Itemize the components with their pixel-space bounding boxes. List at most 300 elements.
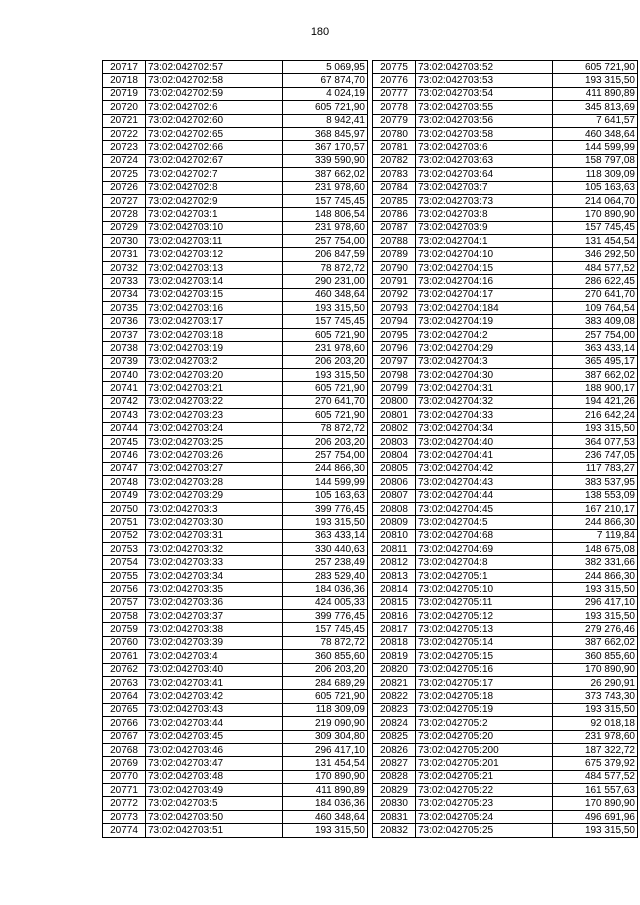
table-row — [373, 395, 638, 408]
table-row — [373, 114, 638, 127]
value-cell: 270 641,70 — [553, 288, 638, 301]
cadastral-number-cell: 73:02:042703:7 — [416, 181, 553, 194]
cadastral-number-cell: 73:02:042703:32 — [146, 543, 283, 556]
cadastral-number-cell: 73:02:042705:18 — [416, 690, 553, 703]
table-row — [373, 61, 638, 74]
row-number-cell: 20828 — [373, 770, 416, 783]
left-register-table — [102, 60, 368, 838]
table-row — [103, 770, 368, 783]
value-cell: 231 978,60 — [553, 730, 638, 743]
value-cell: 193 315,50 — [553, 422, 638, 435]
row-number-cell: 20818 — [373, 636, 416, 649]
table-row — [373, 275, 638, 288]
table-row — [103, 368, 368, 381]
value-cell: 193 315,50 — [553, 74, 638, 87]
table-row — [103, 261, 368, 274]
value-cell: 194 421,26 — [553, 395, 638, 408]
table-row — [103, 516, 368, 529]
row-number-cell: 20781 — [373, 141, 416, 154]
table-row — [103, 650, 368, 663]
cadastral-number-cell: 73:02:042704:68 — [416, 529, 553, 542]
cadastral-number-cell: 73:02:042703:46 — [146, 743, 283, 756]
cadastral-number-cell: 73:02:042704:42 — [416, 462, 553, 475]
table-row — [373, 462, 638, 475]
cadastral-number-cell: 73:02:042703:28 — [146, 476, 283, 489]
value-cell: 364 077,53 — [553, 435, 638, 448]
value-cell: 290 231,00 — [283, 275, 368, 288]
cadastral-number-cell: 73:02:042703:17 — [146, 315, 283, 328]
table-row — [373, 221, 638, 234]
value-cell: 109 764,54 — [553, 302, 638, 315]
row-number-cell: 20825 — [373, 730, 416, 743]
cadastral-number-cell: 73:02:042704:40 — [416, 435, 553, 448]
table-row — [373, 288, 638, 301]
table-row — [103, 208, 368, 221]
cadastral-number-cell: 73:02:042703:54 — [416, 87, 553, 100]
table-row — [103, 248, 368, 261]
value-cell: 368 845,97 — [283, 127, 368, 140]
table-row — [373, 261, 638, 274]
value-cell: 411 890,89 — [553, 87, 638, 100]
table-row — [103, 87, 368, 100]
cadastral-number-cell: 73:02:042704:44 — [416, 489, 553, 502]
value-cell: 105 163,63 — [283, 489, 368, 502]
table-row — [373, 810, 638, 823]
value-cell: 496 691,96 — [553, 810, 638, 823]
cadastral-number-cell: 73:02:042703:52 — [416, 61, 553, 74]
table-row — [373, 730, 638, 743]
row-number-cell: 20760 — [103, 636, 146, 649]
cadastral-number-cell: 73:02:042703:10 — [146, 221, 283, 234]
table-row — [373, 74, 638, 87]
row-number-cell: 20773 — [103, 810, 146, 823]
cadastral-number-cell: 73:02:042704:3 — [416, 355, 553, 368]
row-number-cell: 20751 — [103, 516, 146, 529]
row-number-cell: 20735 — [103, 302, 146, 315]
row-number-cell: 20746 — [103, 449, 146, 462]
cadastral-number-cell: 73:02:042705:10 — [416, 583, 553, 596]
cadastral-number-cell: 73:02:042703:35 — [146, 583, 283, 596]
row-number-cell: 20794 — [373, 315, 416, 328]
cadastral-number-cell: 73:02:042702:6 — [146, 101, 283, 114]
cadastral-number-cell: 73:02:042703:21 — [146, 382, 283, 395]
table-row — [103, 74, 368, 87]
row-number-cell: 20724 — [103, 154, 146, 167]
value-cell: 360 855,60 — [283, 650, 368, 663]
table-row — [373, 569, 638, 582]
row-number-cell: 20830 — [373, 797, 416, 810]
row-number-cell: 20729 — [103, 221, 146, 234]
table-row — [373, 168, 638, 181]
table-row — [373, 302, 638, 315]
row-number-cell: 20786 — [373, 208, 416, 221]
row-number-cell: 20757 — [103, 596, 146, 609]
value-cell: 365 495,17 — [553, 355, 638, 368]
cadastral-number-cell: 73:02:042703:26 — [146, 449, 283, 462]
value-cell: 257 238,49 — [283, 556, 368, 569]
value-cell: 158 797,08 — [553, 154, 638, 167]
row-number-cell: 20815 — [373, 596, 416, 609]
cadastral-number-cell: 73:02:042705:1 — [416, 569, 553, 582]
value-cell: 231 978,60 — [283, 342, 368, 355]
value-cell: 157 745,45 — [283, 194, 368, 207]
value-cell: 399 776,45 — [283, 502, 368, 515]
row-number-cell: 20796 — [373, 342, 416, 355]
cadastral-number-cell: 73:02:042703:41 — [146, 676, 283, 689]
right-register-table — [372, 60, 638, 838]
value-cell: 138 553,09 — [553, 489, 638, 502]
row-number-cell: 20780 — [373, 127, 416, 140]
cadastral-number-cell: 73:02:042703:33 — [146, 556, 283, 569]
row-number-cell: 20772 — [103, 797, 146, 810]
table-row — [373, 516, 638, 529]
value-cell: 363 433,14 — [553, 342, 638, 355]
table-row — [373, 355, 638, 368]
value-cell: 363 433,14 — [283, 529, 368, 542]
row-number-cell: 20795 — [373, 328, 416, 341]
value-cell: 296 417,10 — [553, 596, 638, 609]
table-row — [373, 757, 638, 770]
value-cell: 387 662,02 — [553, 368, 638, 381]
cadastral-number-cell: 73:02:042705:13 — [416, 623, 553, 636]
row-number-cell: 20750 — [103, 502, 146, 515]
row-number-cell: 20831 — [373, 810, 416, 823]
row-number-cell: 20814 — [373, 583, 416, 596]
row-number-cell: 20739 — [103, 355, 146, 368]
row-number-cell: 20734 — [103, 288, 146, 301]
cadastral-number-cell: 73:02:042705:12 — [416, 610, 553, 623]
row-number-cell: 20762 — [103, 663, 146, 676]
table-row — [103, 302, 368, 315]
value-cell: 383 537,95 — [553, 476, 638, 489]
value-cell: 78 872,72 — [283, 261, 368, 274]
row-number-cell: 20827 — [373, 757, 416, 770]
table-row — [373, 127, 638, 140]
value-cell: 144 599,99 — [283, 476, 368, 489]
value-cell: 5 069,95 — [283, 61, 368, 74]
row-number-cell: 20749 — [103, 489, 146, 502]
value-cell: 236 747,05 — [553, 449, 638, 462]
cadastral-number-cell: 73:02:042702:8 — [146, 181, 283, 194]
value-cell: 383 409,08 — [553, 315, 638, 328]
cadastral-number-cell: 73:02:042704:5 — [416, 516, 553, 529]
row-number-cell: 20752 — [103, 529, 146, 542]
row-number-cell: 20789 — [373, 248, 416, 261]
table-row — [103, 409, 368, 422]
cadastral-number-cell: 73:02:042703:47 — [146, 757, 283, 770]
cadastral-number-cell: 73:02:042703:4 — [146, 650, 283, 663]
value-cell: 193 315,50 — [553, 703, 638, 716]
value-cell: 605 721,90 — [553, 61, 638, 74]
row-number-cell: 20776 — [373, 74, 416, 87]
table-row — [373, 583, 638, 596]
table-row — [373, 502, 638, 515]
value-cell: 605 721,90 — [283, 328, 368, 341]
cadastral-number-cell: 73:02:042705:22 — [416, 784, 553, 797]
table-row — [103, 154, 368, 167]
table-row — [373, 824, 638, 837]
value-cell: 170 890,90 — [553, 208, 638, 221]
value-cell: 105 163,63 — [553, 181, 638, 194]
table-row — [103, 127, 368, 140]
row-number-cell: 20774 — [103, 824, 146, 837]
row-number-cell: 20769 — [103, 757, 146, 770]
table-row — [373, 101, 638, 114]
value-cell: 131 454,54 — [553, 235, 638, 248]
table-row — [373, 797, 638, 810]
value-cell: 188 900,17 — [553, 382, 638, 395]
table-row — [103, 623, 368, 636]
table-row — [103, 502, 368, 515]
table-row — [373, 623, 638, 636]
row-number-cell: 20717 — [103, 61, 146, 74]
row-number-cell: 20820 — [373, 663, 416, 676]
row-number-cell: 20736 — [103, 315, 146, 328]
cadastral-number-cell: 73:02:042704:29 — [416, 342, 553, 355]
row-number-cell: 20740 — [103, 368, 146, 381]
row-number-cell: 20797 — [373, 355, 416, 368]
cadastral-number-cell: 73:02:042702:58 — [146, 74, 283, 87]
value-cell: 7 119,84 — [553, 529, 638, 542]
row-number-cell: 20779 — [373, 114, 416, 127]
value-cell: 157 745,45 — [553, 221, 638, 234]
value-cell: 279 276,46 — [553, 623, 638, 636]
cadastral-number-cell: 73:02:042703:36 — [146, 596, 283, 609]
value-cell: 118 309,09 — [553, 168, 638, 181]
cadastral-number-cell: 73:02:042703:38 — [146, 623, 283, 636]
value-cell: 257 754,00 — [553, 328, 638, 341]
cadastral-number-cell: 73:02:042703:1 — [146, 208, 283, 221]
cadastral-number-cell: 73:02:042702:65 — [146, 127, 283, 140]
row-number-cell: 20785 — [373, 194, 416, 207]
row-number-cell: 20721 — [103, 114, 146, 127]
cadastral-number-cell: 73:02:042703:50 — [146, 810, 283, 823]
table-row — [373, 543, 638, 556]
cadastral-number-cell: 73:02:042705:19 — [416, 703, 553, 716]
row-number-cell: 20756 — [103, 583, 146, 596]
table-row — [103, 221, 368, 234]
cadastral-number-cell: 73:02:042704:8 — [416, 556, 553, 569]
row-number-cell: 20770 — [103, 770, 146, 783]
row-number-cell: 20777 — [373, 87, 416, 100]
row-number-cell: 20817 — [373, 623, 416, 636]
cadastral-number-cell: 73:02:042704:30 — [416, 368, 553, 381]
table-row — [373, 717, 638, 730]
value-cell: 286 622,45 — [553, 275, 638, 288]
table-row — [373, 476, 638, 489]
row-number-cell: 20804 — [373, 449, 416, 462]
value-cell: 330 440,63 — [283, 543, 368, 556]
value-cell: 193 315,50 — [283, 824, 368, 837]
table-row — [103, 355, 368, 368]
cadastral-number-cell: 73:02:042705:11 — [416, 596, 553, 609]
row-number-cell: 20737 — [103, 328, 146, 341]
value-cell: 257 754,00 — [283, 235, 368, 248]
table-row — [103, 288, 368, 301]
cadastral-number-cell: 73:02:042703:49 — [146, 784, 283, 797]
row-number-cell: 20791 — [373, 275, 416, 288]
table-row — [373, 676, 638, 689]
row-number-cell: 20806 — [373, 476, 416, 489]
row-number-cell: 20742 — [103, 395, 146, 408]
row-number-cell: 20784 — [373, 181, 416, 194]
table-row — [103, 395, 368, 408]
row-number-cell: 20743 — [103, 409, 146, 422]
value-cell: 257 754,00 — [283, 449, 368, 462]
cadastral-number-cell: 73:02:042703:25 — [146, 435, 283, 448]
row-number-cell: 20826 — [373, 743, 416, 756]
row-number-cell: 20790 — [373, 261, 416, 274]
value-cell: 367 170,57 — [283, 141, 368, 154]
value-cell: 118 309,09 — [283, 703, 368, 716]
table-row — [373, 194, 638, 207]
row-number-cell: 20824 — [373, 717, 416, 730]
value-cell: 605 721,90 — [283, 101, 368, 114]
row-number-cell: 20765 — [103, 703, 146, 716]
value-cell: 382 331,66 — [553, 556, 638, 569]
row-number-cell: 20799 — [373, 382, 416, 395]
row-number-cell: 20731 — [103, 248, 146, 261]
cadastral-number-cell: 73:02:042705:2 — [416, 717, 553, 730]
value-cell: 8 942,41 — [283, 114, 368, 127]
value-cell: 117 783,27 — [553, 462, 638, 475]
cadastral-number-cell: 73:02:042703:6 — [416, 141, 553, 154]
table-row — [373, 449, 638, 462]
cadastral-number-cell: 73:02:042703:31 — [146, 529, 283, 542]
cadastral-number-cell: 73:02:042703:27 — [146, 462, 283, 475]
cadastral-number-cell: 73:02:042703:53 — [416, 74, 553, 87]
cadastral-number-cell: 73:02:042704:43 — [416, 476, 553, 489]
table-row — [103, 569, 368, 582]
row-number-cell: 20758 — [103, 610, 146, 623]
table-row — [103, 435, 368, 448]
value-cell: 193 315,50 — [283, 302, 368, 315]
table-row — [373, 690, 638, 703]
table-row — [103, 690, 368, 703]
cadastral-number-cell: 73:02:042703:19 — [146, 342, 283, 355]
row-number-cell: 20763 — [103, 676, 146, 689]
value-cell: 484 577,52 — [553, 770, 638, 783]
row-number-cell: 20764 — [103, 690, 146, 703]
value-cell: 460 348,64 — [283, 288, 368, 301]
table-row — [373, 435, 638, 448]
row-number-cell: 20823 — [373, 703, 416, 716]
cadastral-number-cell: 73:02:042703:64 — [416, 168, 553, 181]
table-row — [103, 663, 368, 676]
cadastral-number-cell: 73:02:042702:66 — [146, 141, 283, 154]
value-cell: 92 018,18 — [553, 717, 638, 730]
row-number-cell: 20753 — [103, 543, 146, 556]
table-row — [103, 556, 368, 569]
row-number-cell: 20728 — [103, 208, 146, 221]
right-table-body — [373, 61, 638, 838]
table-row — [103, 462, 368, 475]
value-cell: 78 872,72 — [283, 636, 368, 649]
table-row — [103, 529, 368, 542]
cadastral-number-cell: 73:02:042705:17 — [416, 676, 553, 689]
table-row — [103, 703, 368, 716]
cadastral-number-cell: 73:02:042703:63 — [416, 154, 553, 167]
row-number-cell: 20816 — [373, 610, 416, 623]
value-cell: 4 024,19 — [283, 87, 368, 100]
table-row — [373, 87, 638, 100]
value-cell: 214 064,70 — [553, 194, 638, 207]
table-row — [103, 489, 368, 502]
value-cell: 309 304,80 — [283, 730, 368, 743]
table-row — [103, 235, 368, 248]
row-number-cell: 20775 — [373, 61, 416, 74]
cadastral-number-cell: 73:02:042702:7 — [146, 168, 283, 181]
value-cell: 484 577,52 — [553, 261, 638, 274]
value-cell: 170 890,90 — [553, 663, 638, 676]
cadastral-number-cell: 73:02:042703:13 — [146, 261, 283, 274]
row-number-cell: 20778 — [373, 101, 416, 114]
table-row — [103, 676, 368, 689]
value-cell: 216 642,24 — [553, 409, 638, 422]
value-cell: 193 315,50 — [283, 516, 368, 529]
row-number-cell: 20766 — [103, 717, 146, 730]
value-cell: 148 675,08 — [553, 543, 638, 556]
table-row — [373, 610, 638, 623]
value-cell: 387 662,02 — [283, 168, 368, 181]
table-row — [103, 784, 368, 797]
cadastral-number-cell: 73:02:042703:18 — [146, 328, 283, 341]
table-row — [373, 315, 638, 328]
cadastral-number-cell: 73:02:042704:10 — [416, 248, 553, 261]
row-number-cell: 20732 — [103, 261, 146, 274]
cadastral-number-cell: 73:02:042703:37 — [146, 610, 283, 623]
value-cell: 26 290,91 — [553, 676, 638, 689]
cadastral-number-cell: 73:02:042704:2 — [416, 328, 553, 341]
cadastral-number-cell: 73:02:042704:41 — [416, 449, 553, 462]
table-row — [373, 770, 638, 783]
value-cell: 184 036,36 — [283, 583, 368, 596]
table-row — [373, 235, 638, 248]
cadastral-number-cell: 73:02:042703:48 — [146, 770, 283, 783]
row-number-cell: 20755 — [103, 569, 146, 582]
table-row — [373, 650, 638, 663]
table-row — [373, 208, 638, 221]
value-cell: 244 866,30 — [283, 462, 368, 475]
table-row — [373, 409, 638, 422]
value-cell: 605 721,90 — [283, 382, 368, 395]
cadastral-number-cell: 73:02:042704:19 — [416, 315, 553, 328]
value-cell: 193 315,50 — [283, 368, 368, 381]
value-cell: 373 743,30 — [553, 690, 638, 703]
row-number-cell: 20718 — [103, 74, 146, 87]
table-row — [103, 382, 368, 395]
value-cell: 283 529,40 — [283, 569, 368, 582]
table-row — [103, 810, 368, 823]
cadastral-number-cell: 73:02:042703:43 — [146, 703, 283, 716]
value-cell: 219 090,90 — [283, 717, 368, 730]
cadastral-number-cell: 73:02:042703:40 — [146, 663, 283, 676]
row-number-cell: 20782 — [373, 154, 416, 167]
cadastral-number-cell: 73:02:042702:9 — [146, 194, 283, 207]
row-number-cell: 20808 — [373, 502, 416, 515]
table-row — [103, 315, 368, 328]
value-cell: 605 721,90 — [283, 690, 368, 703]
value-cell: 231 978,60 — [283, 181, 368, 194]
cadastral-number-cell: 73:02:042705:201 — [416, 757, 553, 770]
value-cell: 157 745,45 — [283, 315, 368, 328]
value-cell: 284 689,29 — [283, 676, 368, 689]
cadastral-number-cell: 73:02:042704:17 — [416, 288, 553, 301]
cadastral-number-cell: 73:02:042705:21 — [416, 770, 553, 783]
cadastral-number-cell: 73:02:042704:32 — [416, 395, 553, 408]
value-cell: 131 454,54 — [283, 757, 368, 770]
table-row — [103, 476, 368, 489]
